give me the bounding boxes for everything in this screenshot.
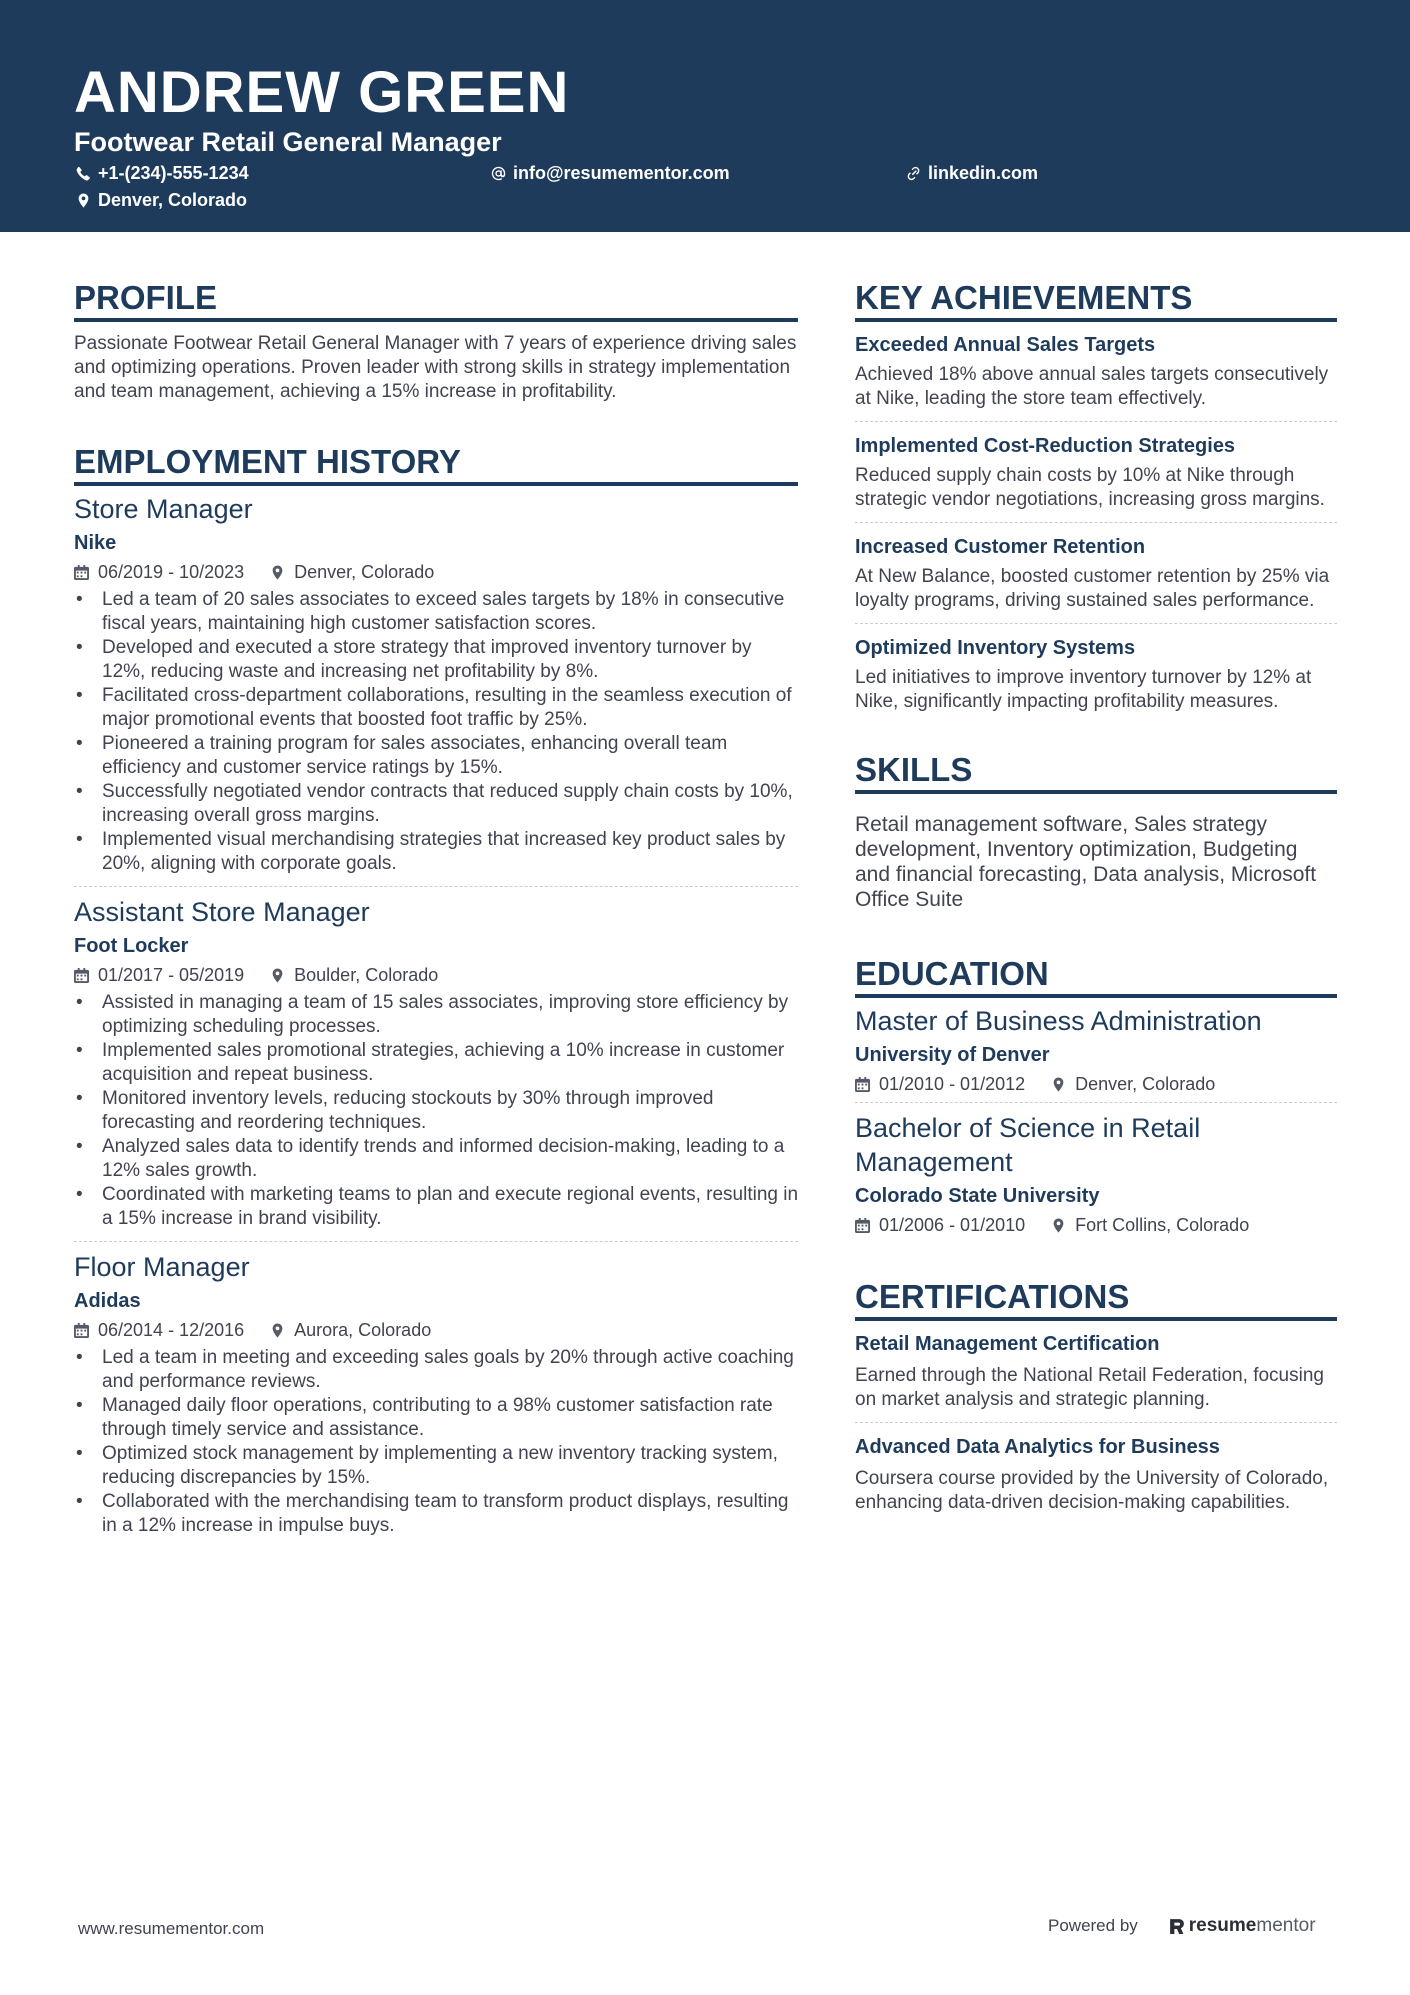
contact-linkedin [906, 161, 1038, 185]
job-divider [74, 886, 798, 887]
job-dates: 06/2014 - 12/2016 [98, 1320, 245, 1340]
education-item [855, 1004, 1337, 1096]
job-company: Foot Locker [74, 935, 189, 957]
profile-text: Passionate Footwear Retail General Manager with 7 years of experience driving sales and optimizing operations. Proven leader with strong skills in strategy implementation and team management, achieving a 15% increase in profitability. [74, 333, 797, 402]
school-name: Colorado State University [855, 1185, 1100, 1207]
job-location-text: Denver, Colorado [294, 562, 435, 582]
job-bullet: • Coordinated with marketing teams to plan and execute regional events, resulting in a 15% increase in brand visibility. [74, 1183, 798, 1231]
job-bullet: • Assisted in managing a team of 15 sales associates, improving store efficiency by optimizing scheduling processes. [74, 991, 798, 1039]
achievement-title: Optimized Inventory Systems [855, 637, 1136, 659]
calendar-icon [74, 968, 89, 983]
job-title: Store Manager [74, 494, 253, 524]
job-bullet: • Facilitated cross-department collaborations, resulting in the seamless execution of major promotional events that boosted foot traffic by 25%. [74, 684, 798, 732]
link-icon [906, 166, 921, 181]
job-title: Assistant Store Manager [74, 897, 370, 927]
achievement-text: Achieved 18% above annual sales targets consecutively at Nike, leading the store team effectively. [855, 364, 1329, 409]
right-column [855, 278, 1337, 1515]
degree-title: Bachelor of Science in Retail Management [855, 1113, 1201, 1177]
job-bullets [74, 588, 798, 876]
achievement-divider [855, 522, 1337, 523]
job-bullet: • Implemented sales promotional strategies, achieving a 10% increase in customer acquisition and repeat business. [74, 1039, 798, 1087]
job-dates: 06/2019 - 10/2023 [98, 562, 245, 582]
candidate-title: Footwear Retail General Manager [74, 127, 502, 157]
job-bullet: • Led a team in meeting and exceeding sales goals by 20% through active coaching and performance reviews. [74, 1346, 798, 1394]
achievement-item [855, 635, 1337, 714]
achievement-item [855, 433, 1337, 512]
education-dates: 01/2010 - 01/2012 [879, 1074, 1026, 1094]
certification-title: Retail Management Certification [855, 1333, 1160, 1355]
certification-divider [855, 1422, 1337, 1423]
job-bullet: • Led a team of 20 sales associates to exceed sales targets by 18% in consecutive fiscal years, maintaining high customer satisfaction scores. [74, 588, 798, 636]
school-name: University of Denver [855, 1044, 1050, 1066]
location-pin-icon [1051, 1077, 1066, 1092]
achievement-divider [855, 623, 1337, 624]
brand-logo[interactable] [1168, 1915, 1316, 1937]
location-pin-icon [270, 1323, 285, 1338]
achievement-text: Led initiatives to improve inventory turnover by 12% at Nike, significantly impacting profitability measures. [855, 667, 1312, 712]
achievement-divider [855, 421, 1337, 422]
skills-heading: SKILLS [855, 750, 1337, 794]
email-text[interactable]: info@resumementor.com [513, 163, 730, 183]
achievement-title: Implemented Cost-Reduction Strategies [855, 435, 1236, 457]
job-entry [74, 895, 798, 1231]
skills-text: Retail management software, Sales strategy development, Inventory optimization, Budgeting and financial forecasting, Data analysis, Microsoft Office Suite [855, 813, 1317, 911]
left-column [74, 278, 798, 1538]
education-location-text: Denver, Colorado [1075, 1074, 1216, 1094]
job-company: Nike [74, 532, 117, 554]
achievement-title: Increased Customer Retention [855, 536, 1146, 558]
education-item [855, 1111, 1337, 1237]
job-meta [74, 963, 798, 987]
calendar-icon [855, 1218, 870, 1233]
job-location [270, 963, 438, 987]
certification-title: Advanced Data Analytics for Business [855, 1436, 1220, 1458]
certification-text: Earned through the National Retail Federation, focusing on market analysis and strategic planning. [855, 1365, 1324, 1410]
job-divider [74, 1241, 798, 1242]
degree-title: Master of Business Administration [855, 1006, 1262, 1036]
education-section [855, 954, 1337, 1237]
calendar-icon [74, 1323, 89, 1338]
certification-item [855, 1331, 1337, 1412]
education-meta [855, 1213, 1337, 1237]
contact-phone [76, 161, 249, 185]
skills-section [855, 750, 1337, 912]
location-text: Denver, Colorado [98, 190, 248, 210]
job-bullet: • Implemented visual merchandising strategies that increased key product sales by 20%, aligning with corporate goals. [74, 828, 798, 876]
certification-text: Coursera course provided by the University of Colorado, enhancing data-driven decision-making capabilities. [855, 1468, 1329, 1513]
candidate-name: ANDREW GREEN [74, 60, 570, 125]
phone-icon [76, 166, 91, 181]
footer-website[interactable]: www.resumementor.com [78, 1919, 265, 1938]
location-pin-icon [270, 968, 285, 983]
linkedin-text[interactable]: linkedin.com [928, 163, 1039, 183]
calendar-icon [855, 1077, 870, 1092]
achievements-heading: KEY ACHIEVEMENTS [855, 278, 1337, 322]
phone-text: +1-(234)-555-1234 [98, 163, 249, 183]
at-sign-icon [491, 166, 506, 181]
education-heading: EDUCATION [855, 954, 1337, 998]
achievement-item [855, 534, 1337, 613]
job-location-text: Boulder, Colorado [294, 965, 439, 985]
footer-powered [1048, 1915, 1316, 1937]
achievement-title: Exceeded Annual Sales Targets [855, 334, 1156, 356]
job-location [270, 1318, 431, 1342]
employment-heading: EMPLOYMENT HISTORY [74, 442, 798, 486]
achievement-text: Reduced supply chain costs by 10% at Nike through strategic vendor negotiations, increasing gross margins. [855, 465, 1325, 510]
job-bullet: • Developed and executed a store strategy that improved inventory turnover by 12%, reducing waste and increasing net profitability by 8%. [74, 636, 798, 684]
certifications-heading: CERTIFICATIONS [855, 1277, 1337, 1321]
brand-bold: resume [1188, 1915, 1257, 1936]
calendar-icon [74, 565, 89, 580]
achievement-text: At New Balance, boosted customer retention by 25% via loyalty programs, driving sustained sales performance. [855, 566, 1330, 611]
education-dates: 01/2006 - 01/2010 [879, 1215, 1026, 1235]
job-entry [74, 492, 798, 876]
job-bullets [74, 1346, 798, 1538]
certifications-section [855, 1277, 1337, 1515]
job-location [270, 560, 434, 584]
job-bullet: • Optimized stock management by implementing a new inventory tracking system, reducing discrepancies by 15%. [74, 1442, 798, 1490]
job-location-text: Aurora, Colorado [294, 1320, 432, 1340]
education-location [1051, 1213, 1249, 1237]
achievements-section [855, 278, 1337, 714]
contact-location [76, 188, 247, 212]
education-location-text: Fort Collins, Colorado [1075, 1215, 1250, 1235]
job-title: Floor Manager [74, 1252, 250, 1282]
job-bullet: • Pioneered a training program for sales associates, enhancing overall team efficiency and customer service ratings by 15%. [74, 732, 798, 780]
education-meta [855, 1072, 1337, 1096]
resumementor-logo-icon [1168, 1918, 1185, 1935]
job-bullet: • Collaborated with the merchandising team to transform product displays, resulting in a 12% increase in impulse buys. [74, 1490, 798, 1538]
location-pin-icon [76, 193, 91, 208]
brand-rest: mentor [1256, 1915, 1316, 1936]
resume-header [0, 0, 1410, 232]
job-bullet: • Successfully negotiated vendor contracts that reduced supply chain costs by 10%, increasing overall gross margins. [74, 780, 798, 828]
job-bullet: • Managed daily floor operations, contributing to a 98% customer satisfaction rate through timely service and assistance. [74, 1394, 798, 1442]
job-company: Adidas [74, 1290, 141, 1312]
job-bullets [74, 991, 798, 1231]
job-bullet: • Monitored inventory levels, reducing stockouts by 30% through improved forecasting and reordering techniques. [74, 1087, 798, 1135]
education-location [1051, 1072, 1215, 1096]
location-pin-icon [1051, 1218, 1066, 1233]
profile-section [74, 278, 798, 404]
employment-section [74, 442, 798, 1538]
education-divider [855, 1102, 1337, 1103]
job-dates: 01/2017 - 05/2019 [98, 965, 245, 985]
powered-by-label: Powered by [1048, 1916, 1138, 1935]
profile-heading: PROFILE [74, 278, 798, 322]
certification-item [855, 1434, 1337, 1515]
achievement-item [855, 332, 1337, 411]
location-pin-icon [270, 565, 285, 580]
job-entry [74, 1250, 798, 1538]
contact-email [491, 161, 730, 185]
job-meta [74, 560, 798, 584]
job-meta [74, 1318, 798, 1342]
job-bullet: • Analyzed sales data to identify trends and informed decision-making, leading to a 12% sales growth. [74, 1135, 798, 1183]
